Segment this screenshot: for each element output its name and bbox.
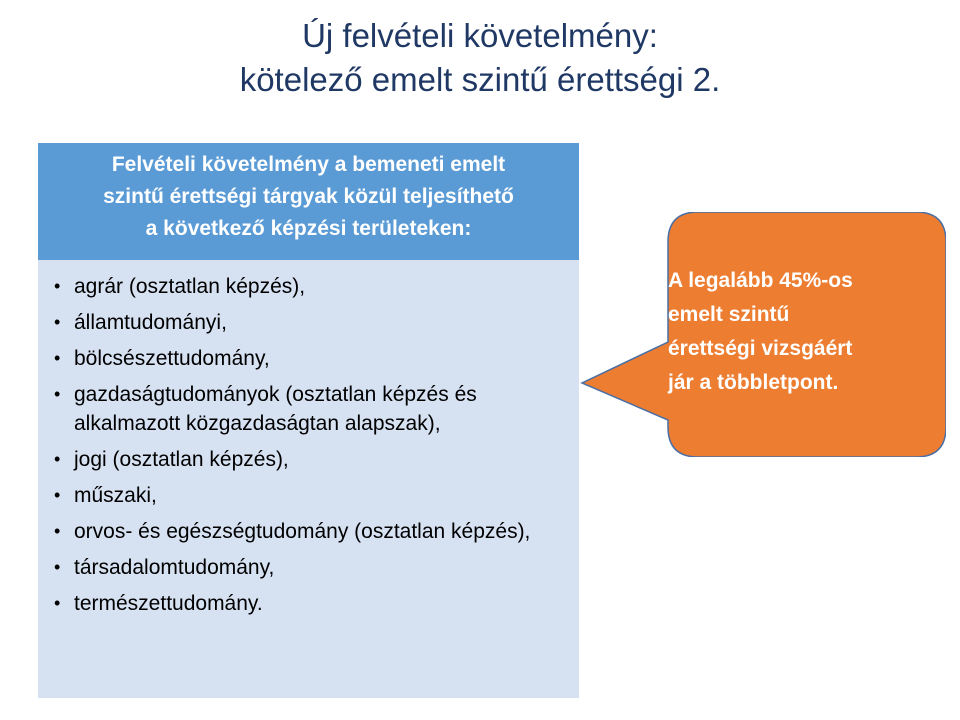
list-item — [54, 380, 569, 438]
callout-text — [668, 264, 918, 400]
bullet-icon: • — [54, 348, 61, 368]
list-item-text: államtudományi, — [74, 311, 227, 334]
requirements-list — [38, 260, 579, 618]
list-item — [54, 553, 569, 582]
slide-title — [80, 14, 880, 102]
requirements-header — [38, 143, 579, 260]
list-item — [54, 344, 569, 373]
list-item — [54, 481, 569, 510]
list-item — [54, 272, 569, 301]
slide-title-line-1: Új felvételi követelmény: — [302, 17, 658, 54]
requirements-header-line-2: szintű érettségi tárgyak közül teljesíthető — [103, 185, 514, 208]
list-item — [54, 308, 569, 337]
callout-line-1: A legalább 45%-os — [668, 269, 853, 292]
slide-title-line-2: kötelező emelt szintű érettségi 2. — [239, 61, 721, 98]
requirements-box — [38, 143, 579, 698]
list-item-text: jogi (osztatlan képzés), — [74, 448, 289, 471]
callout-line-3: érettségi vizsgáért — [668, 337, 853, 360]
bullet-icon: • — [54, 384, 61, 404]
list-item — [54, 589, 569, 618]
requirements-header-line-1: Felvételi követelmény a bemeneti emelt — [111, 153, 506, 176]
callout-line-2: emelt szintű — [668, 303, 790, 326]
list-item-text: bölcsészettudomány, — [74, 347, 270, 370]
bullet-icon: • — [54, 485, 61, 505]
list-item-text: agrár (osztatlan képzés), — [74, 275, 306, 298]
bullet-icon: • — [54, 557, 61, 577]
list-item — [54, 445, 569, 474]
list-item — [54, 517, 569, 546]
list-item-text: természettudomány. — [74, 592, 263, 615]
list-item-text: orvos- és egészségtudomány (osztatlan képzés), — [74, 520, 531, 543]
list-item-text: társadalomtudomány, — [74, 556, 275, 579]
bullet-icon: • — [54, 312, 61, 332]
bullet-icon: • — [54, 521, 61, 541]
bullet-icon: • — [54, 276, 61, 296]
speech-bubble-callout — [580, 212, 946, 457]
callout-line-4: jár a többletpont. — [668, 371, 839, 394]
requirements-header-line-3: a következő képzési területeken: — [145, 217, 472, 240]
bullet-icon: • — [54, 593, 61, 613]
list-item-text: műszaki, — [74, 484, 157, 507]
bullet-icon: • — [54, 449, 61, 469]
list-item-text: gazdaságtudományok (osztatlan képzés és alkalmazott közgazdaságtan alapszak), — [74, 383, 477, 435]
